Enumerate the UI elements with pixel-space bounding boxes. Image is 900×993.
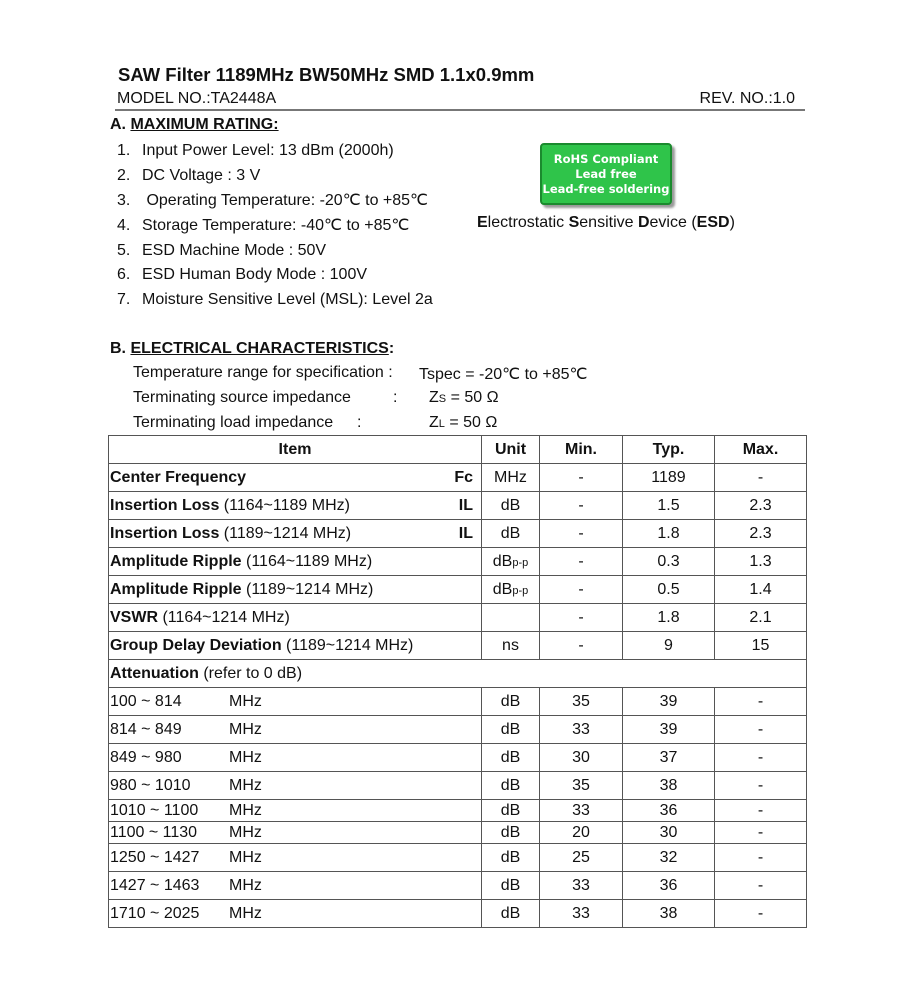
spec-subscript: S [438,393,447,405]
cell-min: 33 [540,716,623,744]
esd-label [477,214,735,232]
cell-max: 2.1 [715,604,807,632]
spec-colon: : [357,414,362,431]
spec-value [429,389,499,407]
cell-unit: dB [482,688,540,716]
param-symbol: IL [458,496,473,514]
param-symbol: IL [458,524,473,542]
cell-range [109,800,482,822]
table-row [109,520,807,548]
rating-item [117,214,433,239]
cell-typ: 30 [623,822,715,844]
cell-typ: 1.8 [623,520,715,548]
table-row [109,492,807,520]
cell-item [109,604,482,632]
esd-s-rest: ensitive [579,214,638,231]
esd-abbr: ESD [696,214,730,231]
unit-text: MHz [494,468,527,486]
cell-unit: dB [482,900,540,928]
param-name: Amplitude Ripple [110,552,242,570]
cell-unit [482,548,540,576]
cell-max: - [715,822,807,844]
section-b-prefix: B. [110,340,131,357]
cell-max: 2.3 [715,520,807,548]
spec-value [429,414,497,432]
cell-typ: 9 [623,632,715,660]
rating-number: 7. [117,291,131,309]
cell-min: - [540,548,623,576]
cell-typ: 0.3 [623,548,715,576]
spec-temperature [133,364,733,384]
esd-e: E [477,214,488,231]
spec-colon: : [393,389,398,406]
spec-source-impedance [133,389,733,409]
table-header-row [109,436,807,464]
attenuation-row [109,772,807,800]
header-typ: Typ. [623,436,715,464]
param-range: (1164~1189 MHz) [219,496,350,514]
cell-typ: 0.5 [623,576,715,604]
rating-number: 4. [117,216,131,234]
attenuation-row [109,688,807,716]
rating-text: ESD Human Body Mode : 100V [142,266,368,284]
section-a-prefix: A. [110,116,131,133]
cell-item [109,576,482,604]
rating-text: Operating Temperature: -20℃ to +85℃ [142,191,429,209]
freq-unit: MHz [229,801,262,819]
freq-unit: MHz [229,876,262,894]
rating-text: ESD Machine Mode : 50V [142,241,327,259]
param-range: (1189~1214 MHz) [241,580,374,598]
cell-item [109,548,482,576]
attenuation-row [109,800,807,822]
cell-max: - [715,872,807,900]
rohs-badge [540,143,672,205]
freq-unit: MHz [229,692,262,710]
cell-item [109,520,482,548]
cell-typ: 36 [623,872,715,900]
section-b-suffix: : [388,340,395,357]
param-range: (1189~1214 MHz) [281,636,414,654]
attenuation-row [109,822,807,844]
freq-range: 814 ~ 849 [110,720,182,738]
cell-max: - [715,688,807,716]
cell-typ: 39 [623,688,715,716]
cell-unit: dB [482,844,540,872]
rating-number: 2. [117,166,131,184]
rohs-line-2: Lead free [575,166,637,181]
cell-typ: 37 [623,744,715,772]
freq-range: 1010 ~ 1100 [110,801,199,819]
table-row [109,576,807,604]
attenuation-title: Attenuation [110,664,199,682]
freq-range: 1710 ~ 2025 [110,904,200,922]
attenuation-header [109,660,807,688]
cell-typ: 39 [623,716,715,744]
cell-min: 30 [540,744,623,772]
cell-unit: dB [482,716,540,744]
param-symbol: Fc [454,468,473,486]
cell-min: 25 [540,844,623,872]
cell-max: - [715,744,807,772]
cell-unit [482,576,540,604]
cell-min: 33 [540,900,623,928]
rohs-line-3: Lead-free soldering [542,181,670,196]
freq-range: 1427 ~ 1463 [110,876,200,894]
cell-min: - [540,520,623,548]
esd-d: D [637,214,650,231]
section-b-title: ELECTRICAL CHARACTERISTICS [130,340,389,357]
cell-max: - [715,772,807,800]
cell-min: 20 [540,822,623,844]
attenuation-row [109,844,807,872]
param-name: Insertion Loss [110,496,220,514]
attenuation-row [109,900,807,928]
rating-item [117,164,433,189]
freq-unit: MHz [229,823,262,841]
esd-s: S [568,214,580,231]
spec-subscript: L [438,418,445,430]
param-name: Center Frequency [110,468,247,486]
cell-typ: 36 [623,800,715,822]
spec-label: Terminating load impedance [133,414,334,431]
unit-text: dB [492,552,513,570]
cell-item [109,492,482,520]
rating-item [117,263,433,288]
section-b-heading [110,340,394,358]
spec-value-text: = 50 Ω [444,414,498,431]
rating-text: DC Voltage : 3 V [142,166,261,184]
cell-min: - [540,632,623,660]
cell-typ: 1.8 [623,604,715,632]
cell-unit: dB [482,822,540,844]
freq-unit: MHz [229,848,262,866]
header-item: Item [109,436,482,464]
section-a-heading [110,116,279,134]
cell-max: 1.3 [715,548,807,576]
header-min: Min. [540,436,623,464]
freq-range: 980 ~ 1010 [110,776,191,794]
param-name: Group Delay Deviation [110,636,282,654]
cell-range [109,772,482,800]
cell-unit: dB [482,872,540,900]
table-row [109,604,807,632]
cell-min: 35 [540,688,623,716]
attenuation-header-row [109,660,807,688]
cell-range [109,716,482,744]
cell-typ: 38 [623,772,715,800]
attenuation-row [109,744,807,772]
freq-unit: MHz [229,748,262,766]
spec-label: Temperature range for specification : [133,364,393,381]
spec-symbol: Z [429,414,439,431]
cell-unit [482,492,540,520]
cell-min: - [540,604,623,632]
freq-unit: MHz [229,904,262,922]
cell-min: 35 [540,772,623,800]
unit-text: dB [500,524,521,542]
cell-max: 1.4 [715,576,807,604]
param-name: VSWR [110,608,158,626]
cell-range [109,688,482,716]
attenuation-row [109,872,807,900]
freq-range: 1100 ~ 1130 [110,823,198,841]
rating-number: 3. [117,191,131,209]
cell-unit [482,520,540,548]
unit-text: dB [492,580,513,598]
rating-number: 5. [117,241,131,259]
param-range: (1164~1189 MHz) [241,552,373,570]
cell-min: 33 [540,800,623,822]
cell-typ: 1.5 [623,492,715,520]
cell-unit: dB [482,800,540,822]
rating-item [117,139,433,164]
freq-range: 100 ~ 814 [110,692,182,710]
param-range: (1164~1214 MHz) [158,608,290,626]
spec-value-text: = 50 Ω [446,389,499,406]
rating-item [117,239,433,264]
document-title: SAW Filter 1189MHz BW50MHz SMD 1.1x0.9mm [118,64,535,85]
cell-range [109,744,482,772]
cell-unit [482,632,540,660]
cell-max: - [715,800,807,822]
cell-item [109,632,482,660]
freq-unit: MHz [229,776,262,794]
param-range: (1189~1214 MHz) [219,524,352,542]
spec-symbol: Z [429,389,439,406]
rohs-line-1: RoHS Compliant [553,151,659,166]
rating-number: 1. [117,142,131,159]
cell-min: - [540,464,623,492]
cell-max: - [715,900,807,928]
table-row [109,464,807,492]
cell-min: - [540,576,623,604]
header-max: Max. [715,436,807,464]
cell-unit [482,604,540,632]
table-row [109,548,807,576]
section-a-title: MAXIMUM RATING: [130,116,279,133]
cell-max: - [715,844,807,872]
param-name: Amplitude Ripple [110,580,242,598]
cell-max: 2.3 [715,492,807,520]
table-row [109,632,807,660]
cell-typ: 38 [623,900,715,928]
cell-range [109,844,482,872]
unit-text: dB [500,496,521,514]
unit-subscript: p-p [512,584,529,597]
cell-min: - [540,492,623,520]
attenuation-note: (refer to 0 dB) [198,664,303,682]
rating-text: Storage Temperature: -40℃ to +85℃ [142,216,410,234]
revision-number: REV. NO.:1.0 [699,90,795,107]
cell-typ: 1189 [623,464,715,492]
esd-e-rest: lectrostatic [487,214,569,231]
header-unit: Unit [482,436,540,464]
cell-item [109,464,482,492]
spec-value: Tspec = -20℃ to +85℃ [419,366,588,383]
freq-range: 849 ~ 980 [110,748,182,766]
rating-text: Input Power Level: 13 dBm (2000h) [142,142,394,159]
cell-min: 33 [540,872,623,900]
model-number: MODEL NO.:TA2448A [117,90,277,107]
rating-item [117,189,433,214]
esd-d-rest: evice ( [649,214,697,231]
cell-range [109,822,482,844]
spec-load-impedance [133,414,733,434]
unit-subscript: p-p [512,556,529,569]
max-rating-list [117,139,433,313]
cell-unit: dB [482,772,540,800]
esd-close: ) [729,214,735,231]
header-divider [115,109,805,111]
freq-range: 1250 ~ 1427 [110,848,200,866]
cell-unit: dB [482,744,540,772]
cell-max: - [715,464,807,492]
cell-unit [482,464,540,492]
cell-range [109,900,482,928]
freq-unit: MHz [229,720,262,738]
param-name: Insertion Loss [110,524,220,542]
attenuation-row [109,716,807,744]
rating-text: Moisture Sensitive Level (MSL): Level 2a [142,291,433,309]
cell-max: 15 [715,632,807,660]
spec-label: Terminating source impedance [133,389,351,406]
electrical-characteristics-table [108,435,807,928]
cell-range [109,872,482,900]
rating-number: 6. [117,266,131,284]
unit-text: ns [502,636,519,654]
cell-max: - [715,716,807,744]
cell-typ: 32 [623,844,715,872]
rating-item [117,288,433,313]
